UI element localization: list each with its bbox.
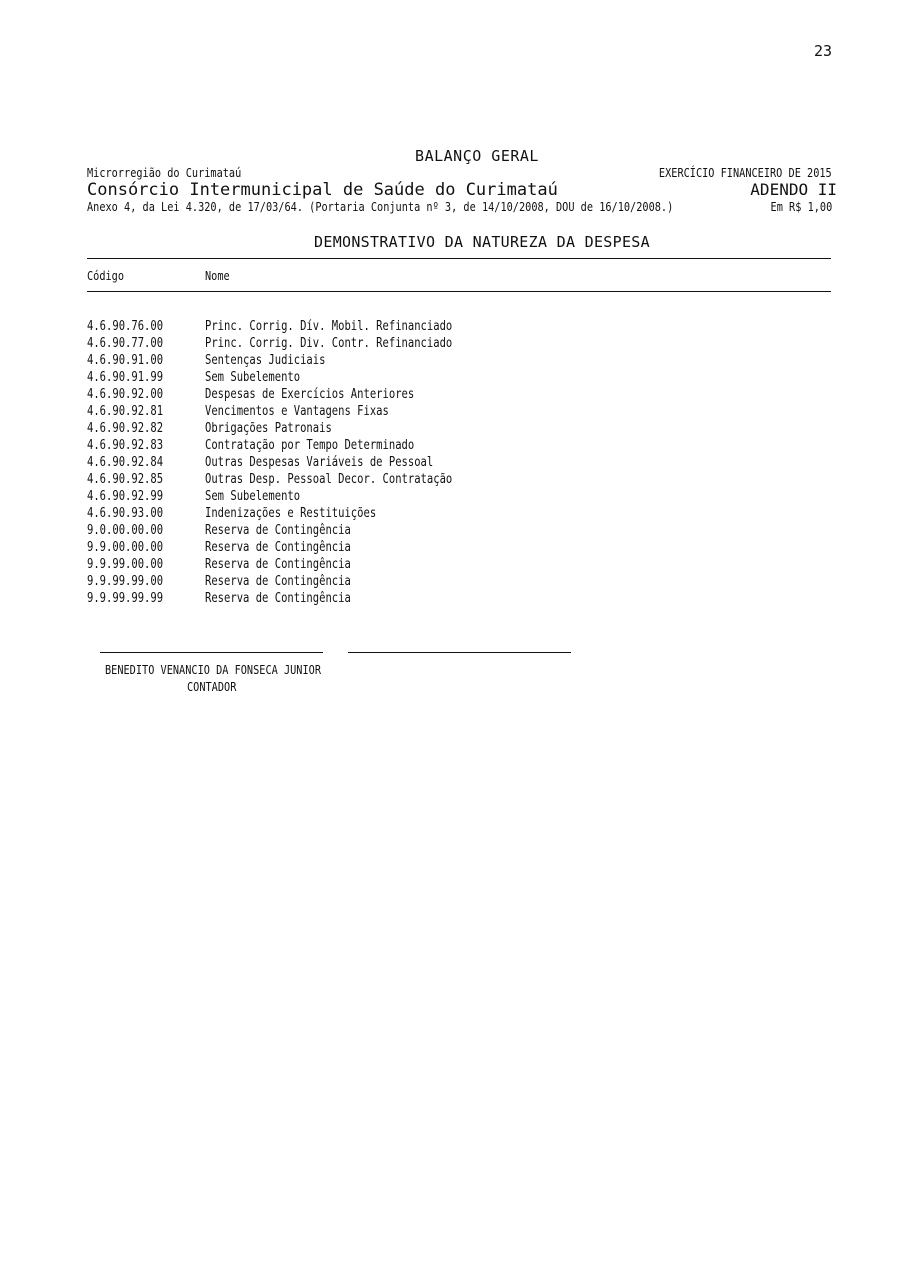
row-code: 4.6.90.92.81	[87, 403, 164, 419]
row-code: 4.6.90.92.85	[87, 471, 164, 487]
row-code: 4.6.90.93.00	[87, 505, 164, 521]
top-rule	[87, 258, 831, 259]
row-name: Reserva de Contingência	[205, 539, 351, 555]
row-code: 4.6.90.92.82	[87, 420, 164, 436]
addendum-label: ADENDO II	[750, 180, 837, 199]
section-title: DEMONSTRATIVO DA NATUREZA DA DESPESA	[314, 233, 650, 251]
column-header-name: Nome	[205, 268, 230, 283]
row-name: Sem Subelemento	[205, 488, 301, 504]
region-label: Microrregião do Curimataú	[87, 165, 242, 180]
row-code: 9.9.99.99.00	[87, 573, 164, 589]
row-code: 4.6.90.77.00	[87, 335, 164, 351]
row-name: Reserva de Contingência	[205, 573, 351, 589]
row-code: 9.9.99.99.99	[87, 590, 164, 606]
row-code: 9.9.99.00.00	[87, 556, 164, 572]
signer-name: BENEDITO VENANCIO DA FONSECA JUNIOR	[105, 662, 321, 677]
row-code: 4.6.90.92.84	[87, 454, 164, 470]
row-name: Princ. Corrig. Dív. Mobil. Refinanciado	[205, 318, 453, 334]
page-number: 23	[813, 42, 832, 60]
row-name: Sentenças Judiciais	[205, 352, 326, 368]
row-name: Outras Desp. Pessoal Decor. Contratação	[205, 471, 453, 487]
row-code: 4.6.90.91.99	[87, 369, 164, 385]
signature-line-contador	[100, 652, 323, 653]
fiscal-year-label: EXERCÍCIO FINANCEIRO DE 2015	[659, 165, 832, 180]
row-name: Vencimentos e Vantagens Fixas	[205, 403, 389, 419]
row-name: Obrigações Patronais	[205, 420, 332, 436]
row-code: 4.6.90.92.00	[87, 386, 164, 402]
row-name: Contratação por Tempo Determinado	[205, 437, 415, 453]
header-rule	[87, 291, 831, 292]
row-code: 9.9.00.00.00	[87, 539, 164, 555]
entity-name: Consórcio Intermunicipal de Saúde do Curimataú	[87, 180, 558, 200]
row-code: 9.0.00.00.00	[87, 522, 164, 538]
row-code: 4.6.90.91.00	[87, 352, 164, 368]
row-name: Reserva de Contingência	[205, 556, 351, 572]
row-code: 4.6.90.92.99	[87, 488, 164, 504]
row-code: 4.6.90.76.00	[87, 318, 164, 334]
row-name: Princ. Corrig. Div. Contr. Refinanciado	[205, 335, 453, 351]
signature-line-second	[348, 652, 571, 653]
legal-basis: Anexo 4, da Lei 4.320, de 17/03/64. (Portaria Conjunta nº 3, de 14/10/2008, DOU de 16/10/2008.)	[87, 199, 674, 214]
row-name: Outras Despesas Variáveis de Pessoal	[205, 454, 434, 470]
column-header-code: Código	[87, 268, 125, 283]
row-name: Reserva de Contingência	[205, 590, 351, 606]
row-name: Sem Subelemento	[205, 369, 301, 385]
row-name: Despesas de Exercícios Anteriores	[205, 386, 415, 402]
report-title: BALANÇO GERAL	[415, 147, 539, 165]
signer-role: CONTADOR	[187, 679, 237, 694]
row-name: Indenizações e Restituições	[205, 505, 377, 521]
currency-unit: Em R$ 1,00	[770, 199, 832, 214]
row-name: Reserva de Contingência	[205, 522, 351, 538]
row-code: 4.6.90.92.83	[87, 437, 164, 453]
